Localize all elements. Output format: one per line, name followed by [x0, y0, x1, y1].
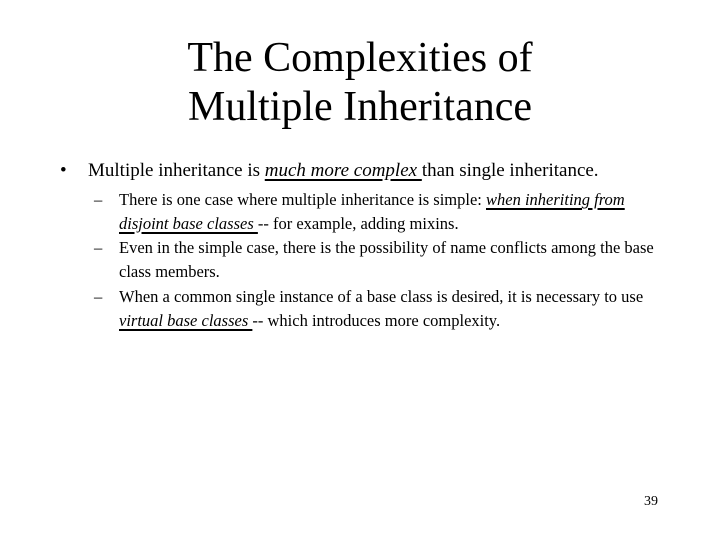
sub-bullet-emphasis: virtual base classes — [119, 310, 253, 330]
main-bullet-emphasis: much more complex — [264, 160, 422, 181]
sub-bullet-text-before: When a common single instance of a base class is desired, it is necessary to use — [119, 287, 644, 306]
main-bullet-text-after: than single inheritance. — [421, 160, 599, 181]
sub-bullet-marker: – — [94, 238, 103, 257]
page-number: 39 — [644, 494, 658, 509]
bullet-marker: • — [60, 160, 67, 181]
sub-bullet-text: Even in the simple case, there is the possibility of name conflicts among the base class members. — [119, 238, 654, 281]
sub-bullet-text-after: -- which introduces more complexity. — [252, 310, 501, 330]
sub-bullet-emphasis: when inheriting from disjoint base classes — [119, 190, 625, 233]
sub-bullet-text-before: There is one case where multiple inheritance is simple: — [119, 190, 486, 209]
slide-title-line-1: The Complexities of — [187, 35, 533, 81]
slide-title — [60, 34, 660, 132]
sub-bullet-marker: – — [94, 190, 103, 209]
main-bullet-text-before: Multiple inheritance is — [88, 160, 265, 181]
main-bullet-text — [88, 158, 599, 184]
sub-bullet-marker: – — [94, 287, 103, 306]
sub-bullet-text-after: -- for example, adding mixins. — [257, 213, 459, 233]
sub-bullet-text — [119, 188, 674, 235]
slide-title-line-2: Multiple Inheritance — [187, 84, 533, 130]
sub-bullet-text — [119, 285, 674, 332]
